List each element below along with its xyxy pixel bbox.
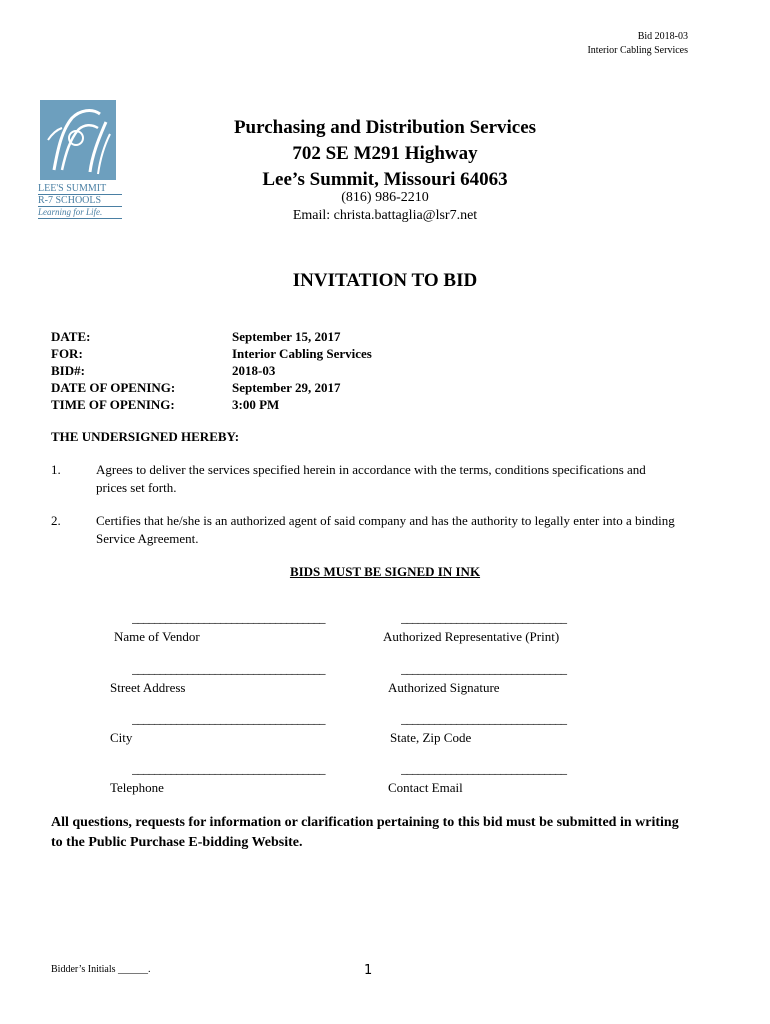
questions-note: All questions, requests for information or clarification pertaining to this bid must be submitted in writing to the Public Purchase E-bidding Website. [51,815,679,850]
field-label-representative: Authorized Representative (Print) [383,629,560,644]
document-header [587,30,688,58]
page-number: 1 [364,963,373,978]
logo-line-1: LEE'S SUMMIT [38,183,107,194]
field-label-city: City [110,730,133,745]
info-label: FOR: [51,346,83,361]
undersigned-heading: THE UNDERSIGNED HEREBY: [51,429,240,444]
info-label: BID#: [51,363,85,378]
item-text: Certifies that he/she is an authorized agent of said company and has the authority to legally enter into a binding Service Agreement. [96,513,675,546]
field-label-signature: Authorized Signature [388,680,500,695]
info-value: September 29, 2017 [232,380,341,395]
field-label-contact-email: Contact Email [388,780,463,795]
info-label: TIME OF OPENING: [51,397,175,412]
item-number: 2. [51,513,61,528]
sign-notice [0,564,770,580]
info-value: Interior Cabling Services [232,346,372,361]
signature-line[interactable]: ______________________________ [401,711,566,726]
org-phone: (816) 986-2210 [341,190,429,205]
field-label-telephone: Telephone [110,780,164,795]
item-text: Agrees to deliver the services specified herein in accordance with the terms, conditions specifications and prices set forth. [96,462,646,495]
field-label-state-zip: State, Zip Code [390,730,472,745]
signature-line[interactable]: ______________________________ [401,661,566,676]
org-name: Purchasing and Distribution Services [233,117,537,138]
org-street: 702 SE M291 Highway [292,143,478,164]
bid-info-labels [51,328,175,413]
org-block [0,115,770,193]
logo-tagline: Learning for Life. [38,207,122,219]
bid-info-values [232,328,372,413]
project-name: Interior Cabling Services [587,45,688,56]
page-title: INVITATION TO BID [292,270,478,291]
info-value: 3:00 PM [232,397,280,412]
info-value: 2018-03 [232,363,276,378]
bid-number: Bid 2018-03 [637,31,688,42]
field-label-vendor: Name of Vendor [114,629,200,644]
info-label: DATE: [51,329,91,344]
signature-line[interactable]: ___________________________________ [132,661,325,676]
signature-line[interactable]: ___________________________________ [132,610,325,625]
org-contact [0,189,770,225]
item-number: 1. [51,462,61,477]
org-email: Email: christa.battaglia@lsr7.net [292,208,478,223]
info-value: September 15, 2017 [232,329,341,344]
org-city: Lee’s Summit, Missouri 64063 [262,169,508,190]
signature-line[interactable]: ______________________________ [401,761,566,776]
field-label-street: Street Address [110,680,186,695]
logo-line-2: R-7 SCHOOLS [38,194,122,207]
info-label: DATE OF OPENING: [51,380,176,395]
signature-line[interactable]: ______________________________ [401,610,566,625]
signature-line[interactable]: ___________________________________ [132,711,325,726]
signature-line[interactable]: ___________________________________ [132,761,325,776]
bidder-initials: Bidder’s Initials ______. [51,964,151,975]
sign-notice-text: BIDS MUST BE SIGNED IN INK [289,564,481,579]
